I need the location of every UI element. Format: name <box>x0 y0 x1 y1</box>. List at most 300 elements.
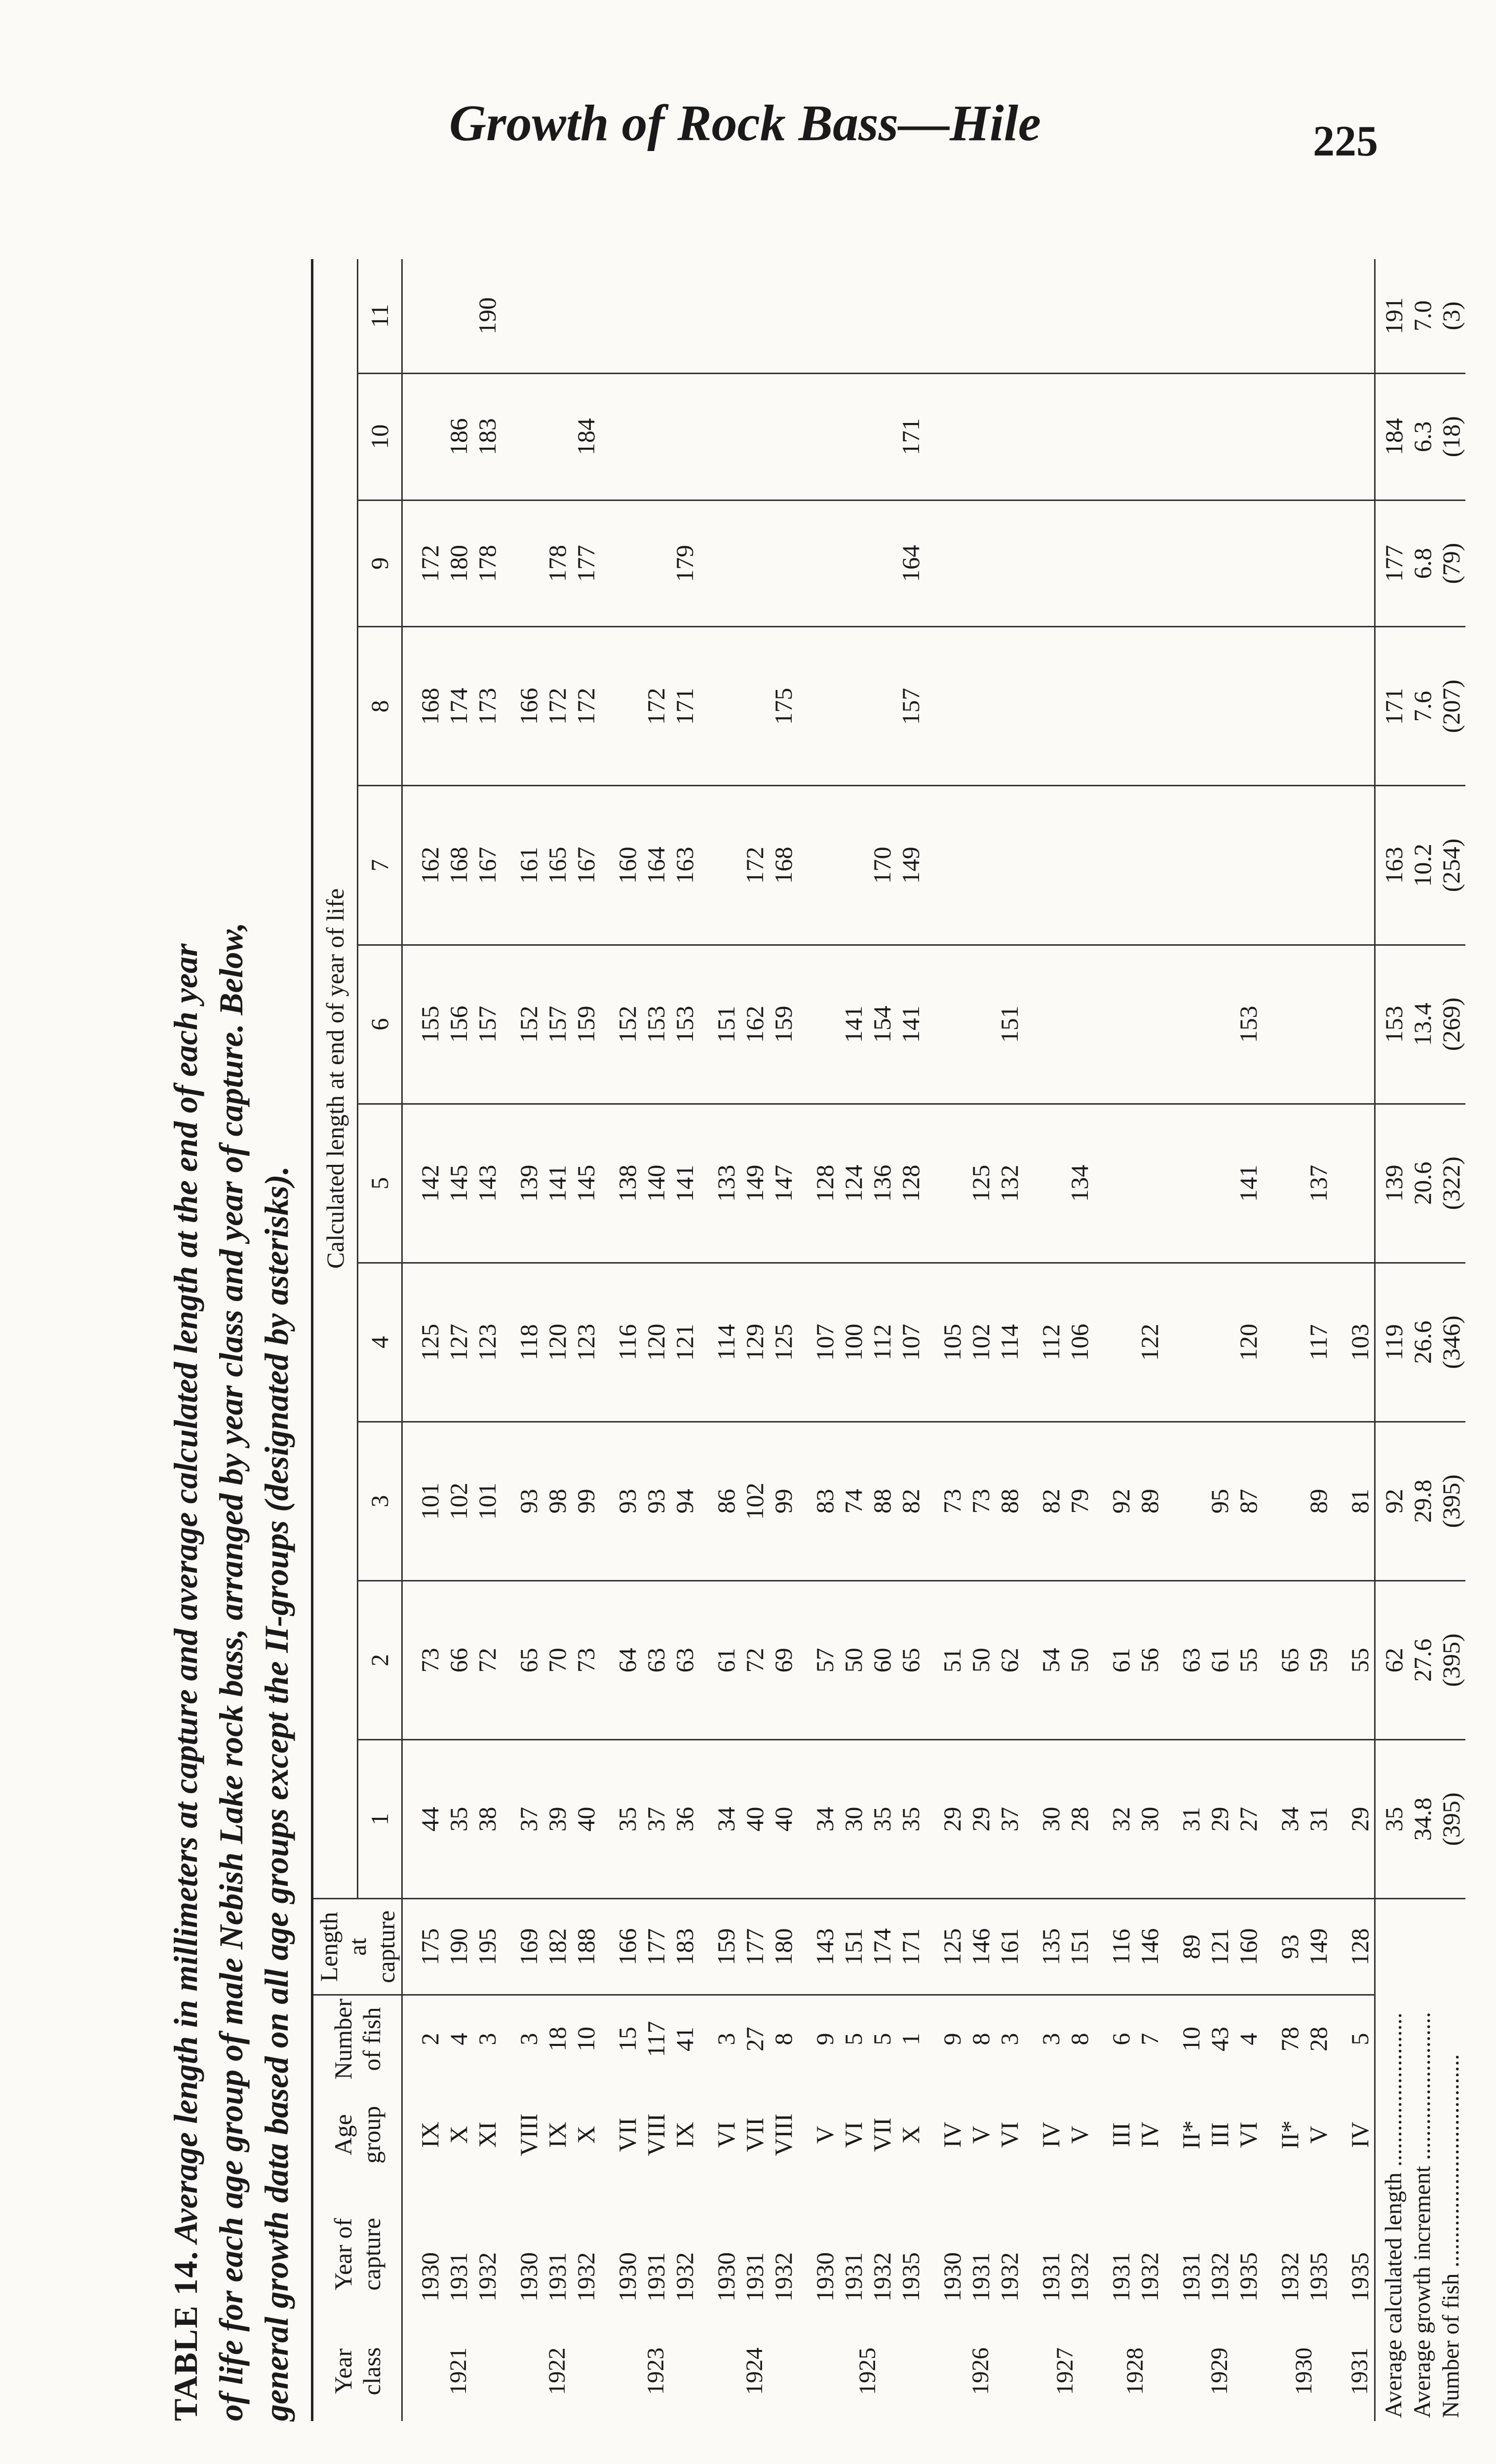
length-at-capture-cell: 135 <box>1024 1899 1065 1995</box>
calculated-length-cell <box>1164 500 1205 627</box>
calculated-length-cell: 116 <box>600 1263 642 1422</box>
calculated-length-cell: 147 <box>769 1104 798 1263</box>
table-row <box>642 259 670 2421</box>
length-at-capture-cell: 146 <box>1135 1899 1164 1995</box>
table-caption <box>163 259 299 2421</box>
age-group-cell: X <box>572 2125 600 2144</box>
calculated-length-cell: 171 <box>896 373 925 500</box>
calculated-length-cell <box>995 500 1024 627</box>
calculated-length-cell: 98 <box>543 1422 572 1580</box>
number-of-fish-cell: 18 <box>543 2027 571 2052</box>
year-of-capture-cell: 1931 <box>1037 2252 1065 2302</box>
length-at-capture-cell: 89 <box>1164 1899 1205 1995</box>
year-class-header: Year class <box>312 2321 402 2421</box>
year-class-cell: 1921 <box>445 2348 471 2395</box>
calculated-length-cell <box>740 627 769 786</box>
calculated-length-cell: 34 <box>798 1740 839 1899</box>
calculated-length-cell <box>966 373 995 500</box>
calculated-length-cell: 28 <box>1065 1740 1094 1899</box>
calculated-length-cell: 31 <box>1304 1740 1333 1899</box>
number-of-fish-cell: 5 <box>840 2033 867 2045</box>
calculated-length-cell: 102 <box>740 1422 769 1580</box>
calculated-length-cell: 66 <box>444 1580 473 1739</box>
summary-value-cell: 10.2 <box>1408 786 1437 945</box>
calculated-length-cell: 35 <box>444 1740 473 1899</box>
calculated-length-cell <box>966 786 995 945</box>
number-of-fish-cell: 28 <box>1304 2027 1332 2052</box>
calculated-length-cell: 177 <box>572 500 600 627</box>
calculated-length-cell: 143 <box>473 1104 501 1263</box>
calculated-length-cell <box>1333 259 1375 373</box>
calculated-length-cell <box>966 627 995 786</box>
age-group-cell: IX <box>416 2121 444 2148</box>
year-of-life-header: 7 <box>357 786 402 945</box>
page-heading: Growth of Rock Bass—Hile <box>449 95 1041 152</box>
calculated-length-cell <box>798 786 839 945</box>
calculated-length-cell: 178 <box>543 500 572 627</box>
length-at-capture-cell: 161 <box>995 1899 1024 1995</box>
rotated-table-block <box>163 259 1465 2421</box>
calculated-length-cell <box>925 627 966 786</box>
year-of-capture-cell: 1930 <box>515 2252 542 2302</box>
calculated-length-cell <box>925 259 966 373</box>
table-row <box>798 259 839 2421</box>
year-of-capture-cell: 1931 <box>1107 2252 1135 2302</box>
summary-value-cell: (395) <box>1437 1580 1465 1739</box>
year-class-cell: 1928 <box>1122 2348 1148 2395</box>
calculated-length-cell <box>1205 500 1234 627</box>
number-of-fish-cell: 4 <box>1234 2033 1262 2045</box>
calculated-length-cell: 101 <box>473 1422 501 1580</box>
calculated-length-cell <box>1263 373 1304 500</box>
length-at-capture-cell: 116 <box>1094 1899 1135 1995</box>
length-at-capture-cell: 183 <box>670 1899 699 1995</box>
length-at-capture-cell: 128 <box>1333 1899 1375 1995</box>
calculated-length-cell <box>769 373 798 500</box>
table-row <box>1065 259 1094 2421</box>
calculated-length-cell <box>1065 786 1094 945</box>
calculated-length-cell: 152 <box>501 945 543 1104</box>
calculated-length-cell <box>798 373 839 500</box>
number-of-fish-cell: 117 <box>642 2021 670 2057</box>
calculated-length-cell: 141 <box>839 945 868 1104</box>
table-row <box>543 259 572 2421</box>
year-of-capture-cell: 1932 <box>996 2252 1023 2302</box>
year-class-cell: 1930 <box>1291 2348 1317 2395</box>
calculated-length-cell <box>798 945 839 1104</box>
calculated-length-cell: 65 <box>896 1580 925 1739</box>
table-row <box>966 259 995 2421</box>
year-of-life-header: 5 <box>357 1104 402 1263</box>
calculated-length-cell: 114 <box>699 1263 740 1422</box>
calculated-length-cell <box>1304 786 1333 945</box>
year-class-cell: 1929 <box>1206 2348 1232 2395</box>
calculated-length-cell: 55 <box>1234 1580 1263 1739</box>
length-at-capture-cell: 160 <box>1234 1899 1263 1995</box>
calculated-length-cell: 73 <box>572 1580 600 1739</box>
year-of-capture-cell: 1931 <box>445 2252 472 2302</box>
summary-value-cell: 6.3 <box>1408 373 1437 500</box>
calculated-length-cell: 125 <box>769 1263 798 1422</box>
year-of-capture-cell: 1935 <box>1234 2252 1262 2302</box>
calculated-length-cell: 29 <box>1333 1740 1375 1899</box>
year-of-life-header: 10 <box>357 373 402 500</box>
calculated-length-cell: 74 <box>839 1422 868 1580</box>
calculated-length-cell: 32 <box>1094 1740 1135 1899</box>
calculated-length-cell <box>1164 1104 1205 1263</box>
calculated-length-cell: 167 <box>572 786 600 945</box>
calculated-length-cell: 168 <box>769 786 798 945</box>
calculated-length-cell: 30 <box>1135 1740 1164 1899</box>
calculated-length-cell <box>1024 786 1065 945</box>
calculated-length-cell <box>995 627 1024 786</box>
calculated-length-cell <box>501 500 543 627</box>
length-at-capture-cell: 149 <box>1304 1899 1333 1995</box>
calculated-length-cell <box>642 373 670 500</box>
year-of-capture-cell: 1930 <box>614 2252 641 2302</box>
age-group-cell: VI <box>996 2121 1023 2148</box>
calculated-length-cell: 50 <box>839 1580 868 1739</box>
calculated-length-cell: 101 <box>402 1422 445 1580</box>
calculated-length-cell: 82 <box>1024 1422 1065 1580</box>
summary-value-cell: (346) <box>1437 1263 1465 1422</box>
year-class-cell: 1922 <box>544 2348 570 2395</box>
summary-value-cell: 27.6 <box>1408 1580 1437 1739</box>
calculated-length-cell: 172 <box>642 627 670 786</box>
calculated-length-cell: 134 <box>1065 1104 1094 1263</box>
calculated-length-cell: 34 <box>699 1740 740 1899</box>
header-row <box>312 259 358 2421</box>
calculated-length-cell <box>1065 945 1094 1104</box>
calculated-length-cell: 89 <box>1135 1422 1164 1580</box>
year-class-cell: 1923 <box>643 2348 669 2395</box>
calculated-length-cell: 141 <box>543 1104 572 1263</box>
calculated-length-cell: 162 <box>402 786 445 945</box>
calculated-length-cell: 106 <box>1065 1263 1094 1422</box>
year-of-capture-cell: 1930 <box>811 2252 839 2302</box>
year-class-cell: 1927 <box>1052 2348 1078 2395</box>
calculated-length-cell <box>1024 500 1065 627</box>
calculated-length-cell: 99 <box>769 1422 798 1580</box>
calculated-length-cell <box>1065 627 1094 786</box>
calculated-length-cell: 56 <box>1135 1580 1164 1739</box>
calculated-length-cell <box>1205 627 1234 786</box>
calculated-length-cell: 37 <box>995 1740 1024 1899</box>
length-at-capture-cell: 121 <box>1205 1899 1234 1995</box>
calculated-length-cell <box>1205 786 1234 945</box>
summary-value-cell: 191 <box>1375 259 1409 373</box>
calculated-length-cell: 167 <box>473 786 501 945</box>
calculated-length-cell: 105 <box>925 1263 966 1422</box>
calculated-length-cell <box>995 786 1024 945</box>
calculated-length-cell <box>699 500 740 627</box>
caption-line-3: general growth data based on all age groups except the II-groups (designated by asterisks). <box>258 1166 295 2421</box>
length-at-capture-cell: 159 <box>699 1899 740 1995</box>
year-of-capture-cell: 1930 <box>938 2252 966 2302</box>
length-at-capture-cell: 151 <box>1065 1899 1094 1995</box>
year-of-life-header: 11 <box>357 259 402 373</box>
calculated-length-cell: 173 <box>473 627 501 786</box>
calculated-length-cell: 140 <box>642 1104 670 1263</box>
calculated-length-cell <box>444 259 473 373</box>
calculated-length-cell <box>572 259 600 373</box>
age-group-cell: IX <box>543 2121 571 2148</box>
number-of-fish-cell: 8 <box>967 2033 995 2045</box>
calculated-length-cell: 61 <box>1094 1580 1135 1739</box>
calculated-length-cell <box>1263 1263 1304 1422</box>
age-group-cell: III <box>1206 2122 1233 2147</box>
calculated-length-cell <box>1263 945 1304 1104</box>
summary-value-cell: 13.4 <box>1408 945 1437 1104</box>
calculated-length-cell: 35 <box>896 1740 925 1899</box>
calculated-length-cell: 166 <box>501 627 543 786</box>
calculated-length-cell <box>1164 259 1205 373</box>
calculated-length-cell <box>642 500 670 627</box>
calculated-length-cell <box>699 627 740 786</box>
growth-table <box>311 259 1465 2421</box>
calculated-length-cell <box>1205 945 1234 1104</box>
calculated-length-cell: 69 <box>769 1580 798 1739</box>
calculated-length-cell <box>600 627 642 786</box>
calculated-length-cell: 145 <box>444 1104 473 1263</box>
calculated-length-cell: 83 <box>798 1422 839 1580</box>
calculated-length-cell <box>1024 627 1065 786</box>
length-at-capture-cell: 151 <box>839 1899 868 1995</box>
number-of-fish-cell: 9 <box>938 2033 966 2045</box>
table-row <box>896 259 925 2421</box>
calculated-length-cell <box>1094 500 1135 627</box>
age-group-cell: II* <box>1276 2120 1304 2150</box>
calculated-length-cell: 107 <box>798 1263 839 1422</box>
summary-value-cell: 171 <box>1375 627 1409 786</box>
calculated-length-cell <box>1094 373 1135 500</box>
calculated-length-cell: 73 <box>966 1422 995 1580</box>
summary-row <box>1408 259 1437 2421</box>
year-of-capture-cell: 1932 <box>769 2252 797 2302</box>
summary-value-cell: 62 <box>1375 1580 1409 1739</box>
calculated-length-cell: 121 <box>670 1263 699 1422</box>
calculated-length-cell: 152 <box>600 945 642 1104</box>
summary-value-cell: 177 <box>1375 500 1409 627</box>
calculated-length-cell <box>600 259 642 373</box>
length-at-capture-cell: 125 <box>925 1899 966 1995</box>
summary-value-cell: (254) <box>1437 786 1465 945</box>
calculated-length-cell: 149 <box>896 786 925 945</box>
number-of-fish-cell: 3 <box>515 2033 542 2045</box>
calculated-length-cell <box>699 373 740 500</box>
calculated-length-cell <box>1263 1104 1304 1263</box>
calculated-length-cell: 120 <box>1234 1263 1263 1422</box>
calculated-length-cell: 155 <box>402 945 445 1104</box>
year-of-life-header: 1 <box>357 1740 402 1899</box>
table-row <box>670 259 699 2421</box>
number-of-fish-cell: 3 <box>712 2033 740 2045</box>
calculated-length-cell <box>1333 1104 1375 1263</box>
calculated-length-cell: 29 <box>966 1740 995 1899</box>
calculated-length-cell: 145 <box>572 1104 600 1263</box>
age-group-cell: VI <box>712 2121 740 2148</box>
calculated-length-cell <box>699 259 740 373</box>
age-group-cell: VII <box>741 2118 768 2152</box>
year-of-capture-cell: 1932 <box>671 2252 698 2302</box>
calculated-length-cell <box>543 373 572 500</box>
year-of-capture-cell: 1932 <box>572 2252 600 2302</box>
year-of-capture-cell: 1930 <box>416 2252 444 2302</box>
calculated-length-cell: 137 <box>1304 1104 1333 1263</box>
calculated-length-cell: 154 <box>868 945 896 1104</box>
calculated-length-cell: 29 <box>1205 1740 1234 1899</box>
table-row <box>402 259 445 2421</box>
summary-value-cell: 6.8 <box>1408 500 1437 627</box>
calculated-length-cell: 50 <box>1065 1580 1094 1739</box>
calculated-length-cell <box>868 627 896 786</box>
length-at-capture-header: Length at capture <box>312 1899 402 1995</box>
calculated-length-cell: 107 <box>896 1263 925 1422</box>
calculated-length-cell <box>1304 945 1333 1104</box>
calculated-length-cell <box>501 259 543 373</box>
length-at-capture-cell: 182 <box>543 1899 572 1995</box>
year-of-life-header: 3 <box>357 1422 402 1580</box>
calculated-length-cell: 88 <box>868 1422 896 1580</box>
calculated-length-cell <box>740 500 769 627</box>
table-row <box>740 259 769 2421</box>
year-of-capture-header: Year of capture <box>312 2187 402 2321</box>
length-at-capture-cell: 146 <box>966 1899 995 1995</box>
number-of-fish-cell: 5 <box>1346 2033 1374 2045</box>
age-group-cell: IV <box>1037 2121 1065 2148</box>
summary-label: Number of fish .................................... <box>1438 2054 1464 2418</box>
calculated-length-cell: 174 <box>444 627 473 786</box>
calculated-length-cell: 172 <box>402 500 445 627</box>
number-of-fish-cell: 9 <box>811 2033 839 2045</box>
calculated-length-cell <box>1164 786 1205 945</box>
calculated-length-cell: 40 <box>740 1740 769 1899</box>
calculated-length-cell <box>868 500 896 627</box>
calculated-length-cell: 164 <box>896 500 925 627</box>
page-number: 225 <box>1313 117 1378 165</box>
calculated-length-cell: 36 <box>670 1740 699 1899</box>
calculated-length-cell <box>740 259 769 373</box>
year-of-life-header: 9 <box>357 500 402 627</box>
calculated-length-cell: 34 <box>1263 1740 1304 1899</box>
calculated-length-cell <box>1135 786 1164 945</box>
calculated-length-cell <box>402 373 445 500</box>
calculated-length-cell: 87 <box>1234 1422 1263 1580</box>
number-of-fish-cell: 15 <box>614 2027 641 2052</box>
calculated-length-cell: 61 <box>1205 1580 1234 1739</box>
calculated-length-cell: 86 <box>699 1422 740 1580</box>
calculated-length-cell: 133 <box>699 1104 740 1263</box>
number-of-fish-cell: 5 <box>868 2033 896 2045</box>
summary-row <box>1375 259 1409 2421</box>
caption-line-1: Average length in millimeters at capture and average calculated length at the end of each year <box>167 943 204 2244</box>
table-row <box>868 259 896 2421</box>
calculated-length-cell: 40 <box>572 1740 600 1899</box>
calculated-length-cell <box>839 627 868 786</box>
summary-value-cell: (395) <box>1437 1422 1465 1580</box>
calculated-length-cell: 60 <box>868 1580 896 1739</box>
calculated-length-cell: 124 <box>839 1104 868 1263</box>
calculated-length-cell <box>1263 786 1304 945</box>
table-row <box>1205 259 1234 2421</box>
summary-label: Average calculated length .......................... <box>1375 1899 1409 2421</box>
year-of-capture-cell: 1931 <box>840 2252 867 2302</box>
calculated-length-cell <box>670 373 699 500</box>
calculated-length-cell: 81 <box>1333 1422 1375 1580</box>
calculated-length-cell: 54 <box>1024 1580 1065 1739</box>
table-row <box>769 259 798 2421</box>
calculated-length-cell <box>925 945 966 1104</box>
year-of-capture-cell: 1935 <box>1304 2252 1332 2302</box>
calculated-length-cell: 92 <box>1094 1422 1135 1580</box>
summary-value-cell: 26.6 <box>1408 1263 1437 1422</box>
calculated-length-cell: 156 <box>444 945 473 1104</box>
calculated-length-cell: 44 <box>402 1740 445 1899</box>
length-at-capture-cell: 143 <box>798 1899 839 1995</box>
year-of-capture-cell: 1932 <box>1276 2252 1304 2302</box>
calculated-length-cell: 65 <box>1263 1580 1304 1739</box>
table-row <box>473 259 501 2421</box>
summary-value-cell: 29.8 <box>1408 1422 1437 1580</box>
calculated-length-cell: 172 <box>740 786 769 945</box>
summary-value-cell: (18) <box>1437 373 1465 500</box>
number-of-fish-cell: 10 <box>572 2027 600 2052</box>
calculated-length-cell <box>1065 373 1094 500</box>
calculated-length-cell <box>600 500 642 627</box>
age-group-cell: V <box>1066 2125 1093 2144</box>
summary-row <box>1437 259 1465 2421</box>
calculated-length-cell: 180 <box>444 500 473 627</box>
calculated-length-cell: 55 <box>1333 1580 1375 1739</box>
calculated-length-cell <box>1263 500 1304 627</box>
calculated-length-cell: 123 <box>572 1263 600 1422</box>
year-class-cell: 1924 <box>741 2348 767 2395</box>
calculated-length-cell <box>995 259 1024 373</box>
length-at-capture-cell: 180 <box>769 1899 798 1995</box>
calculated-length-cell: 136 <box>868 1104 896 1263</box>
calculated-length-cell: 102 <box>966 1263 995 1422</box>
calculated-length-cell: 37 <box>642 1740 670 1899</box>
table-body <box>402 259 1375 2421</box>
calculated-length-cell: 157 <box>896 627 925 786</box>
calculated-length-cell: 138 <box>600 1104 642 1263</box>
summary-value-cell: 7.0 <box>1408 259 1437 373</box>
calculated-length-cell <box>1024 259 1065 373</box>
calculated-length-cell: 149 <box>740 1104 769 1263</box>
calculated-length-cell: 99 <box>572 1422 600 1580</box>
summary-value-cell: (322) <box>1437 1104 1465 1263</box>
calculated-length-cell: 72 <box>473 1580 501 1739</box>
summary-value-cell: (79) <box>1437 500 1465 627</box>
calculated-length-cell: 31 <box>1164 1740 1205 1899</box>
length-at-capture-cell: 190 <box>444 1899 473 1995</box>
calculated-length-cell: 62 <box>995 1580 1024 1739</box>
calculated-length-cell: 73 <box>402 1580 445 1739</box>
calculated-length-cell: 128 <box>798 1104 839 1263</box>
calculated-length-cell <box>966 500 995 627</box>
calculated-length-cell <box>966 945 995 1104</box>
length-at-capture-cell: 175 <box>402 1899 445 1995</box>
table-row <box>1164 259 1205 2421</box>
year-of-capture-cell: 1935 <box>1346 2252 1374 2302</box>
calculated-length-cell: 95 <box>1205 1422 1234 1580</box>
calculated-length-cell: 161 <box>501 786 543 945</box>
calculated-length-cell: 72 <box>740 1580 769 1739</box>
age-group-cell: VII <box>614 2118 641 2152</box>
calculated-length-cell <box>1094 1104 1135 1263</box>
year-of-capture-cell: 1931 <box>967 2252 995 2302</box>
length-at-capture-cell: 188 <box>572 1899 600 1995</box>
